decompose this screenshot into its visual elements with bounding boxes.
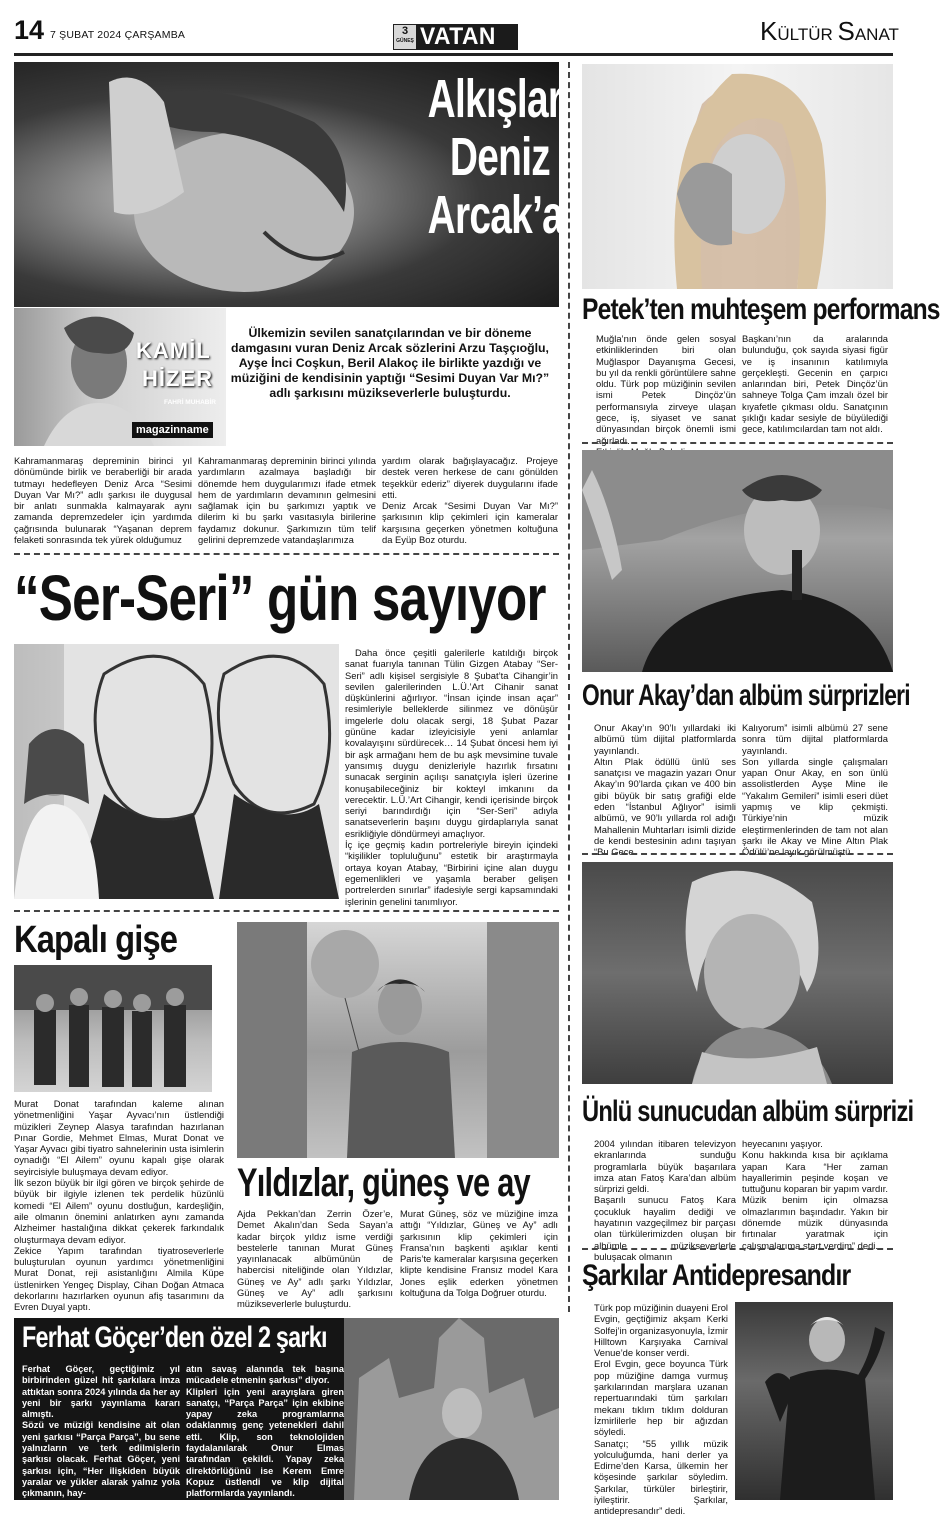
logo-badge-top: 3: [401, 25, 409, 37]
kapali-gise-photo: [14, 965, 212, 1092]
section-title: [760, 16, 899, 47]
fatos-body-col2: heyecanını yaşıyor. Konu hakkında kısa bir açıklama yapan Kara “Her zaman hayallerimin peşinde koşan ve tuttuğunu koparan bir yapım vardır. Müzik benim için olmazsa olmazlarımın başındadır. Yakın bir dönemde müzik dünyasında fırtınalar yaratmak için çalışmalarıma start verdim” dedi.: [742, 1138, 888, 1251]
vatan-logo: [416, 24, 518, 50]
fatos-illustration: [582, 862, 893, 1084]
ferhat-banner: [14, 1318, 559, 1500]
yildizlar-title: Yıldızlar, güneş ve ay: [237, 1161, 530, 1205]
serseri-illustration: [14, 644, 339, 899]
ferhat-body-col2: atın savaş alanında tek başına mücadele etmenin şarkısı” diyor. Klipleri için yeni arayışlara giren sanatçı, “Parça Parça” için ekibine yapay zeka programlarına odaklanmış genç yetenekleri dahil etti. Klip, son teknolojiden faydalanılarak Onur Elmas tarafından çekildi. Yapay zeka direktörlüğünü ise Kerem Emre Kopuz üstlendi ve klip dijital platformlarda yayınlandı.: [186, 1364, 344, 1499]
column-divider: [568, 62, 570, 1312]
onur-title: Onur Akay’dan albüm sürprizleri: [582, 679, 910, 712]
yildizlar-title-box: [237, 1160, 559, 1206]
divider-petek: [582, 442, 893, 444]
section-title-ultur: ÜLTÜR: [777, 25, 838, 44]
columnist-box: [14, 308, 226, 446]
onur-body-col2: Kalıyorum” isimli albümü 27 sene sonra tüm dijital platformlarda yayınlandı. Son yıllarda single çalışmaları yapan Onur Akay, en son ünlü assolistlerden Ayşe Mine ile “Yakalım Gemileri” isimli eseri düet yapmış ve klip çekmişti. Türkiye’nin müzik eleştirmenlerinden de tam not alan şarkı ile Akay ve Mine Altın Plak Ödülü’ne layık görülmüştü.: [742, 722, 888, 858]
fatos-kara-photo: [582, 862, 893, 1084]
page-header: [0, 0, 907, 56]
onur-title-box: [582, 676, 910, 716]
petek-body-col1: Muğla’nın önde gelen sosyal etkinliklerinden biri olan Muğlaspor Dayanışma Gecesi, bu yıl da renkli görüntülere sahne oldu. Türk pop müziğinin sevilen ismi Petek Dinçöz’ün performansıyla zirveye ulaşan gece, iş, siyaset ve sanat dünyasından birçok önemli ismi ağırladı.: [596, 333, 736, 446]
ferhat-title-box: [22, 1318, 352, 1358]
fatos-title: Ünlü sunucudan albüm sürprizi: [582, 1095, 914, 1128]
petek-title: Petek’ten muhteşem performans: [582, 293, 940, 326]
erol-title-box: [582, 1256, 893, 1296]
divider-serseri: [14, 910, 559, 912]
onur-illustration: [582, 450, 893, 672]
arcak-body-col1: Kahramanmaraş depreminin birinci yıl dönümünde birlik ve beraberliği bir arada tutmayı hedefleyen Deniz Arca “Sesimi Duyan Var Mı?” adlı şarkısı ile duygusal bir anlatı sunmakla kalmayarak aynı zamanda depremzedeler için yardımda çağrısında bulunarak “Yaşanan deprem felaketi sonrasında tek yürek olduğumuz: [14, 455, 192, 546]
kapali-illustration: [14, 965, 212, 1092]
yildizlar-body-col2: Murat Güneş, söz ve müziğine imza attığı “Yıldızlar, Güneş ve Ay” adlı şarkısının klip çekimleri için Fransa’nın başkenti aşıklar kenti Paris’te kameralar karşısına geçerken klipte kendisine Fransız model Kara Jones eşlik ederken yönetmen koltuğuna da Tolga Doğruer oturdu.: [400, 1208, 558, 1299]
onur-body-col1: Onur Akay’ın 90’lı yıllardaki iki albümü tüm dijital platformlarda yayınlandı. Altın Plak ödüllü ünlü ses sanatçısı ve magazin yazarı Onur Akay’ın 90’larda çıkan ve 400 bin gibi büyük bir satış grafiği elde eden “İstanbul Ağlıyor” isimli albümü, ve 90’lı yıllarda rol adığı Mahallenin Muhtarları isimli dizide de kendi bestesinin adını taşıyan “Bu Gece: [594, 722, 736, 858]
arcak-title-line3: Arcak’a: [427, 185, 564, 245]
section-title-anat: ANAT: [854, 25, 899, 44]
serseri-body: Daha önce çeşitli galerilerle katıldığı birçok sanat fuarıyla tanınan Tülin Gizgen Atabay “Ser-Seri” adlı kişisel sergisiyle 8 Şubat’ta Cihangir’in sevilen galerilerinden L.Ü.’Art Cihanir sanat düşkünlerini ağırlıyor. “İnsan içinde insan açar” resimleriyle belleklerde silinmez ve dönüşür imgelerle dolu olacak sergi, 18 Şubat Pazar gününe kadar izleyicisiyle yeni anlamlar kovalayışını sürdürecek… 14 Şubat öncesi hem iyi bir aşk armağanı hem de bu aşk mevsimine tuvale yansımış duygu denizleriyle hazırlık fırsatını sunacak serginin açılışı sanatçıyla işleri üzerine konuşabileceğiniz bir kokteyl imkanını da verecektir. L.Ü.’Art Cihangir, kendi içerisinde birçok seriyi barındırdığı için “Ser-Seri” adıyla sanatseverlerin başını duygu girdaplarıyla sanat esrikliğiyle döndürmeyi amaçlıyor. İç içe geçmiş kadın portreleriyle bireyin içindeki “kişilikler topluluğunu” estetik bir araştırmayla ortaya koyan Atabay, “Birbirini içine alan duygu egemenlikleri ve yaşamla beraber gelişen portrelerden sınırlar” ifadesiyle sergi kapsamındaki işlerinin genelini tanımlıyor.: [345, 647, 558, 907]
columnist-name-2: HİZER: [142, 366, 213, 391]
erol-title: Şarkılar Antidepresandır: [582, 1259, 851, 1292]
serseri-title: “Ser-Seri” gün sayıyor: [14, 562, 546, 634]
arcak-body-col2: Kahramanmaraş depreminin birinci yılında yardımların azalmaya başladığı bir dönemde hem duygularımızı ifade etmek hem de yardımların devamının gelmesini sağlamak için bu şarkımızı yaptık ve dilerim ki bu şarkı vasıtasıyla birilerine faydamız dokunur. Şarkımızın tüm telif gelirini depremzede vatandaşlarımıza: [198, 455, 376, 546]
arcak-title: [380, 69, 564, 245]
fatos-body-col1: 2004 yılından itibaren televizyon ekranlarında sunduğu programlarla büyük başarılara imza atan Fatoş Kara’dan albüm sürprizi geldi. Başarılı sunucu Fatoş Kara çocukluk hayalim dediği ve hayatının vazgeçilmez bir parçası olan türkülerimizden oluşan bir albümle müzikseverlerle buluşacak olmanın: [594, 1138, 736, 1262]
logo-badge: [393, 24, 417, 50]
page-number: 14: [14, 15, 45, 45]
vatan-logo-text: VATAN: [420, 23, 496, 50]
logo-badge-bottom: GÜNEŞ: [396, 38, 414, 44]
kapali-title: Kapalı gişe: [14, 919, 178, 961]
columnist-name-1: KAMİL: [136, 338, 211, 363]
petek-title-box: [582, 292, 940, 328]
petek-illustration: [582, 64, 893, 289]
arcak-title-line2: Deniz: [449, 127, 550, 187]
erol-illustration: [735, 1302, 893, 1500]
arcak-title-line1: Alkışlar: [427, 69, 563, 129]
column-name-badge: magazinname: [132, 422, 213, 438]
serseri-title-box: [14, 560, 559, 636]
header-rule: [14, 53, 893, 56]
ferhat-title: Ferhat Göçer’den özel 2 şarkı: [22, 1321, 327, 1354]
erol-body: Türk pop müziğinin duayeni Erol Evgin, geçtiğimiz akşam Kerki Solfej’in organizasyonuyla, İzmir Hilltown Karşıyaka Carnival Venue’de konser verdi. Erol Evgin, gece boyunca Türk pop müziğine damga vurmuş şarkılarından marşlara uzanan repertuarındaki tüm şarkıları mekanı tıklım tıklım dolduran İzmirlilerle hep bir ağızdan söyledi. Sanatçı; “55 yıllık müzik yolculuğumda, hani derler ya Edirne’den Karsa, ülkemin her köşesinde şarkılar söyledim. Şarkılar, türküler birleştirir, iyileştirir. Şarkılar, antidepresandır” dedi.: [594, 1302, 728, 1517]
fatos-title-box: [582, 1092, 914, 1132]
columnist-role: FAHRİ MUHABİR: [164, 399, 216, 406]
divider-fatos: [582, 1248, 893, 1250]
onur-akay-photo: [582, 450, 893, 672]
petek-dincoz-photo: [582, 64, 893, 289]
kapali-title-box: [14, 918, 224, 962]
issue-date: 7 ŞUBAT 2024 ÇARŞAMBA: [50, 29, 186, 41]
erol-evgin-photo: [735, 1302, 893, 1500]
divider-onur: [582, 853, 893, 855]
serseri-artwork-photo: [14, 644, 339, 899]
divider-arcak: [14, 553, 559, 555]
section-title-k: K: [760, 16, 778, 46]
murat-gunes-photo: [237, 922, 559, 1158]
yildizlar-illustration: [237, 922, 559, 1158]
arcak-lead: Ülkemizin sevilen sanatçılarından ve bir döneme damgasını vuran Deniz Arcak sözlerini Arzu Taşçıoğlu, Ayşe İnci Coşkun, Beril Alakoç ile birlikte yazdığı ve müziğini de kendisinin yaptığı “Sesimi Duyan Var Mı?” adlı şarkısını müzikseverlerle buluşturdu.: [230, 326, 550, 400]
petek-body-col2: Başkanı’nın da aralarında bulunduğu, çok sayıda siyasi figür ve iş insanının katılımıyla gerçekleşti. Gecenin en çarpıcı anlarından biri, Petek Dinçöz’ün sahneye Tolga Çam imzalı özel bir kıyafetle çıkması oldu. Sanatçının şıklığı kadar sesiyle de büyülediği gece, katılımcılardan tam not aldı.: [742, 333, 888, 435]
arcak-body-col3: yardım olarak bağışlayacağız. Projeye destek veren herkese de canı gönülden teşekkür ederiz” diyerek duygularını ifade etti. Deniz Arcak “Sesimi Duyan Var Mı?” şarkısının klip çekimleri için kameralar karşısına geçerken yönetmen koltuğuna da Eyüp Boz oturdu.: [382, 455, 558, 546]
ferhat-body-col1: Ferhat Göçer, geçtiğimiz yıl birbirinden güzel hit şarkılara imza attıktan sonra 2024 yılında da her ay yeni bir şarkı yayınlama kararı almıştı. Sözü ve müziği kendisine ait olan yeni şarkısı “Parça Parça”, bu sene yalnızların ve terk edilmişlerin şarkısı olacak. Ferhat Göçer, yeni şarkısı için, “Her ilişkiden büyük yaralar ve yükler alarak yalnız yola çıkmanın, hay-: [22, 1364, 180, 1499]
section-title-s: S: [837, 16, 855, 46]
kapali-body: Murat Donat tarafından kaleme alınan yönetmenliğini Yaşar Ayvacı’nın üstlendiği müzikleri Zeynep Alasya tarafından hazırlanan Pınar Gordie, Mehmet Elmas, Murat Donat ve Yaşar Ayvacı gibi tiyatro sahnelerinin usta isimlerin oynadığı “El Ailem” oyunu kapalı gişe olarak seyircisiyle buluşmaya devam ediyor. İlk sezon büyük bir ilgi gören ve birçok şehirde de büyük bir ilgiyle izlenen tek perdelik hüzünlü komedi “El Ailem” oyunu dostluğun, kardeşliğin, aile olmanın önemini anlatırken aynı zamanda Alzheimer hastalığına dikkat çekerek farkındalık oluşturmaya devam ediyor. Zekice Yapım tarafından tiyatroseverlerle buluşturulan oyunun yardımcı yönetmenliğini Murat Donat, reji asistanlığını Almila Küpe üstlenirken Yengeç Display, Cihan Doğan Atmaca dekorlarını hazırlarken oyunun afiş tasarımını da Evren Duyal yaptı.: [14, 1098, 224, 1313]
yildizlar-body-col1: Ajda Pekkan’dan Zerrin Özer’e, Demet Akalın’dan Seda Sayan’a kadar birçok yıldız isme verdiği bestelerle tanınan Murat Güneş yayınlanacak albümünün de habercisi niteliğinde olan Yıldızlar, Güneş ve Ay” adlı şarkı Yıldızlar, Güneş ve Ay” adlı şarkısını müzikseverlerle buluşturdu.: [237, 1208, 393, 1310]
